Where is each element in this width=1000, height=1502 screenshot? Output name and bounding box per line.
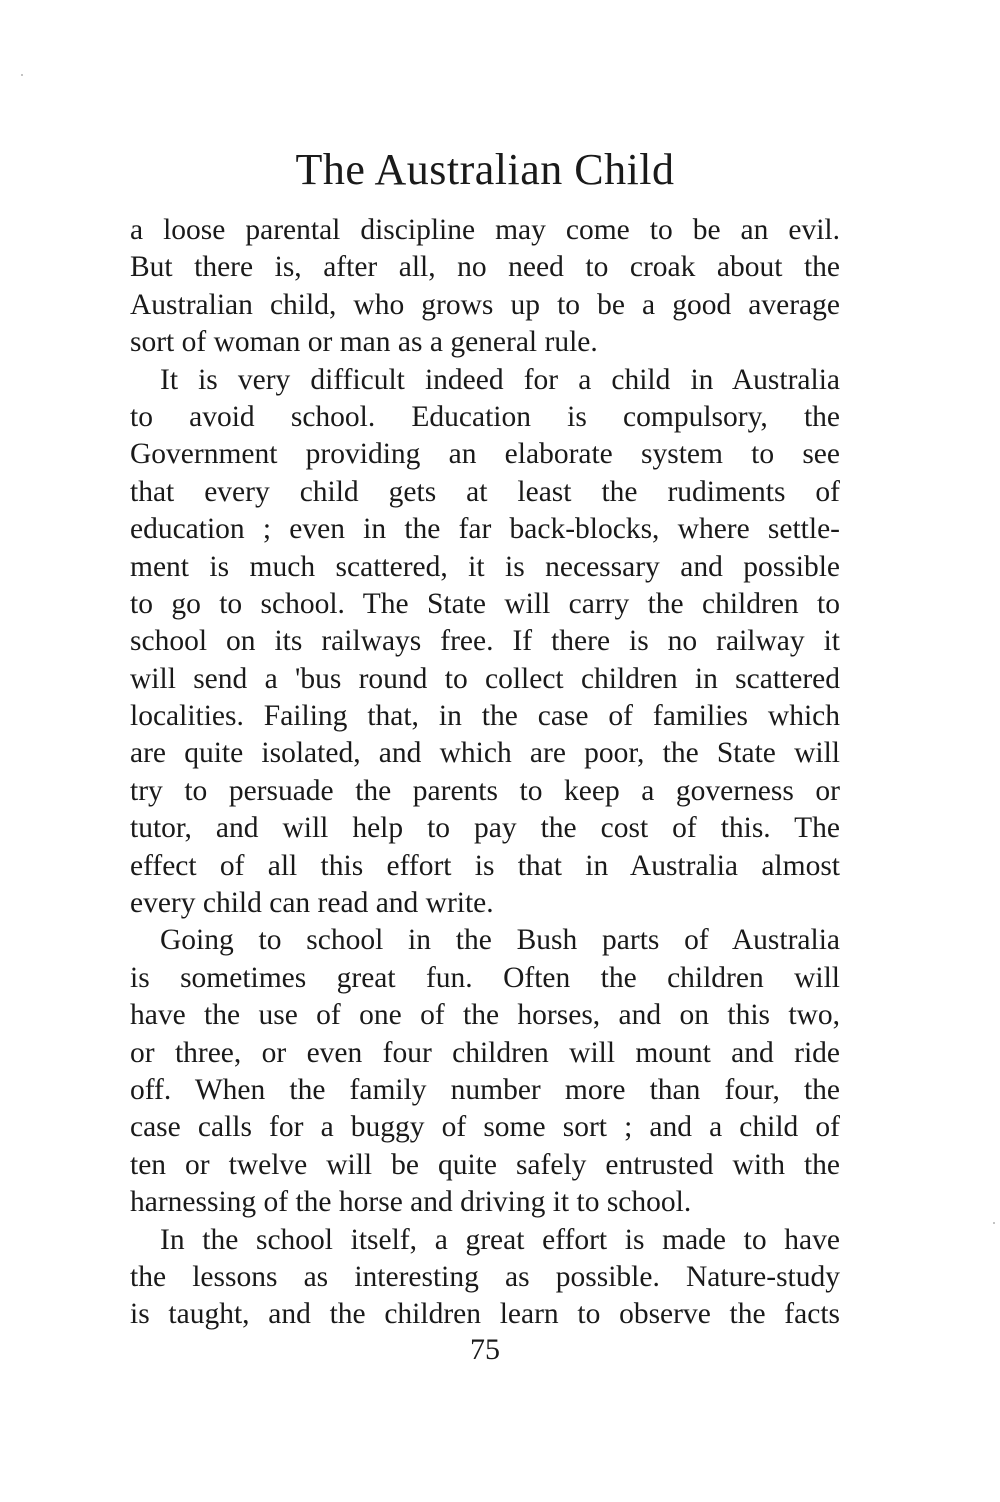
- text-line: Government providing an elaborate system to see: [130, 438, 840, 471]
- text-line: localities. Failing that, in the case of families which: [130, 700, 840, 733]
- text-line: to avoid school. Education is compulsory, the: [130, 400, 840, 433]
- text-line: have the use of one of the horses, and on this two,: [130, 999, 840, 1032]
- text-line: ment is much scattered, it is necessary and possible: [130, 550, 840, 583]
- text-line: or three, or even four children will mount and ride: [130, 1036, 840, 1069]
- text-line: effect of all this effort is that in Australia almost: [130, 849, 840, 882]
- text-line: is taught, and the children learn to observe the facts: [130, 1298, 840, 1331]
- paragraph: [130, 212, 840, 362]
- text-line: that every child gets at least the rudiments of: [130, 475, 840, 508]
- text-line: case calls for a buggy of some sort ; and a child of: [130, 1111, 840, 1144]
- text-line: is sometimes great fun. Often the children will: [130, 961, 840, 994]
- text-line: But there is, after all, no need to croak about the: [130, 251, 840, 284]
- text-line: It is very difficult indeed for a child in Australia: [160, 363, 840, 396]
- text-line: ten or twelve will be quite safely entrusted with the: [130, 1148, 840, 1181]
- text-line: Going to school in the Bush parts of Australia: [160, 924, 840, 957]
- text-line: harnessing of the horse and driving it to school.: [130, 1186, 692, 1219]
- paragraph: [130, 922, 840, 1221]
- text-line: school on its railways free. If there is no railway it: [130, 625, 840, 658]
- text-line: try to persuade the parents to keep a governess or: [130, 774, 840, 807]
- text-line: the lessons as interesting as possible. Nature-study: [130, 1260, 840, 1293]
- text-line: tutor, and will help to pay the cost of this. The: [130, 812, 840, 845]
- text-line: education ; even in the far back-blocks, where settle-: [130, 513, 840, 546]
- body-text: [130, 212, 840, 1334]
- text-line: a loose parental discipline may come to be an evil.: [130, 214, 840, 246]
- text-line: are quite isolated, and which are poor, the State will: [130, 737, 840, 770]
- scan-speck: [993, 1222, 995, 1224]
- paragraph: [130, 1222, 840, 1334]
- text-line: sort of woman or man as a general rule.: [130, 326, 598, 359]
- text-line: Australian child, who grows up to be a good average: [130, 288, 840, 321]
- running-head: The Australian Child: [295, 145, 675, 194]
- text-line: In the school itself, a great effort is made to have: [160, 1223, 840, 1256]
- page-number: 75: [470, 1333, 500, 1366]
- paragraph: [130, 362, 840, 923]
- text-line: to go to school. The State will carry the children to: [130, 587, 840, 620]
- text-line: will send a 'bus round to collect children in scattered: [130, 662, 840, 695]
- text-line: every child can read and write.: [130, 887, 494, 920]
- text-line: off. When the family number more than four, the: [130, 1073, 840, 1106]
- scan-speck: [21, 74, 23, 76]
